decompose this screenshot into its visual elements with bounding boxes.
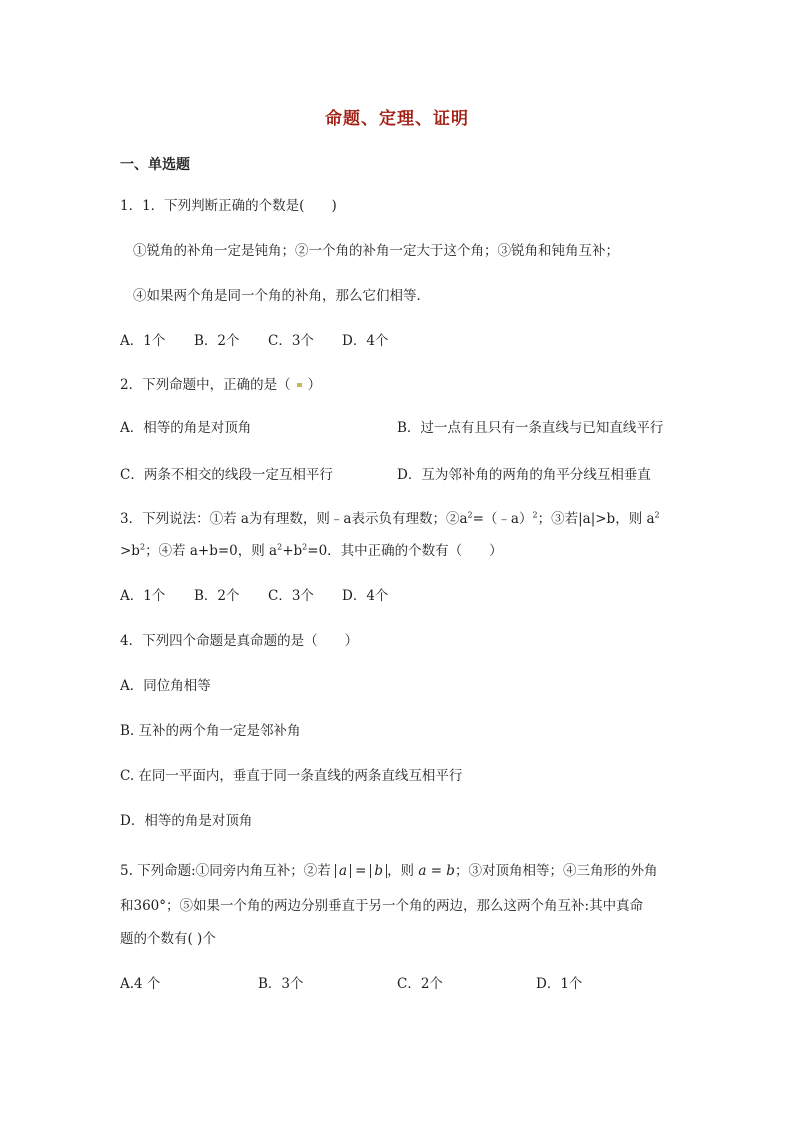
question-3-line-2	[120, 541, 503, 561]
question-5-line-2: 和360°；⑤如果一个角的两边分别垂直于另一个角的两边，那么这两个角互补:其中真命	[120, 898, 644, 914]
question-1-line-2: ④如果两个角是同一个角的补角，那么它们相等．	[133, 288, 430, 304]
q5-text-3: ；③对顶角相等；④三角形的外角	[454, 863, 658, 879]
page-title: 命题、定理、证明	[325, 109, 469, 129]
q3-text-1: 3．下列说法：①若 a为有理数，则﹣a表示负有理数；②a	[120, 511, 468, 527]
option-d: D．4个	[342, 333, 389, 349]
watermark-dot-icon	[297, 383, 302, 387]
q5-text-1: 5. 下列命题:①同旁内角互补；②若	[120, 863, 331, 879]
question-5-options	[120, 974, 582, 994]
abs-value-b: b	[370, 864, 387, 878]
question-4-option-a: A．同位角相等	[120, 678, 211, 694]
superscript: 2	[532, 510, 538, 520]
question-1-line-1: ①锐角的补角一定是钝角；②一个角的补角一定大于这个角；③锐角和钝角互补；	[133, 243, 619, 259]
question-3-options	[120, 586, 388, 606]
q5-text-2: ，则	[387, 863, 415, 879]
question-3-line-1	[120, 509, 660, 529]
question-2-option-c: C．两条不相交的线段一定互相平行	[120, 467, 333, 483]
superscript: 2	[139, 542, 146, 552]
superscript: 2	[277, 542, 283, 552]
question-5-line-1	[120, 861, 657, 881]
q3-text-5: ；④若 a+b=0，则 a	[145, 543, 278, 559]
question-5-line-3: 题的个数有( )个	[120, 931, 216, 947]
superscript: 2	[302, 542, 308, 552]
option-b: B．2个	[194, 588, 240, 604]
question-1-stem: 1．1．下列判断正确的个数是( )	[120, 198, 337, 214]
superscript: 2	[654, 510, 660, 520]
equals-sign: =	[355, 863, 367, 879]
question-4-option-d: D．相等的角是对顶角	[120, 813, 253, 829]
q3-text-7: =0．其中正确的个数有（ ）	[307, 543, 503, 559]
option-d: D．4个	[342, 588, 389, 604]
q3-text-3: ；③若|a|>b，则 a	[537, 511, 655, 527]
q3-text-6: +b	[282, 543, 303, 559]
section-heading: 一、单选题	[120, 157, 190, 173]
option-a: A.4 个	[120, 976, 161, 992]
option-c: C．3个	[268, 588, 314, 604]
superscript: 2	[467, 510, 473, 520]
question-4-option-c: C. 在同一平面内，垂直于同一条直线的两条直线互相平行	[120, 768, 463, 784]
question-2-stem	[120, 375, 321, 395]
question-2-stem-close: ）	[307, 377, 322, 393]
q5-equation: a = b	[418, 863, 455, 879]
question-2-option-b: B．过一点有且只有一条直线与已知直线平行	[397, 420, 664, 436]
option-c: C．2个	[397, 976, 443, 992]
question-2-option-d: D．互为邻补角的两角的角平分线互相垂直	[397, 467, 651, 483]
option-a: A．1个	[120, 588, 166, 604]
abs-value-a: a	[335, 864, 351, 878]
question-1-options	[120, 331, 388, 351]
question-2-stem-text: 2．下列命题中，正确的是（	[120, 377, 291, 393]
q3-text-4: >b	[120, 543, 140, 559]
option-b: B．3个	[258, 976, 304, 992]
option-a: A．1个	[120, 333, 166, 349]
question-2-option-a: A．相等的角是对顶角	[120, 420, 252, 436]
question-4-option-b: B. 互补的两个角一定是邻补角	[120, 723, 301, 739]
option-c: C．3个	[268, 333, 314, 349]
q3-text-2: =（﹣a）	[472, 511, 533, 527]
option-d: D．1个	[536, 976, 583, 992]
option-b: B．2个	[194, 333, 240, 349]
question-4-stem: 4．下列四个命题是真命题的是（ ）	[120, 633, 359, 649]
